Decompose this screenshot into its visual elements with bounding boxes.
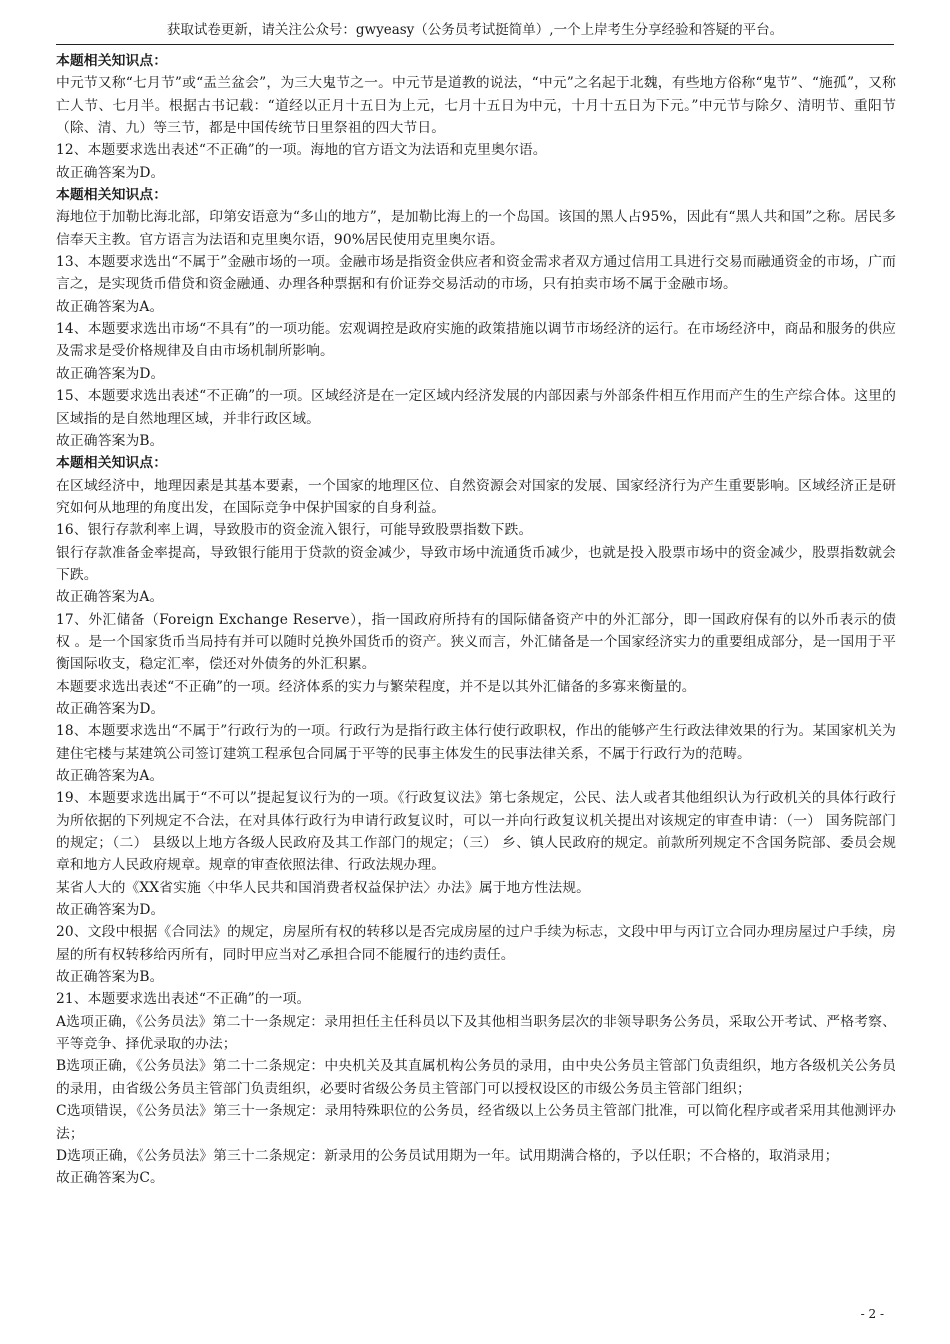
answer-paragraph: 海地位于加勒比海北部，印第安语意为“多山的地方”，是加勒比海上的一个岛国。该国的黑人占95%，因此有“黑人共和国”之称。居民多信奉天主教。官方语言为法语和克里奥尔语，90%居民使用克里奥尔语。 xyxy=(56,209,896,248)
answer-paragraph: 16、银行存款利率上调，导致股市的资金流入银行，可能导致股票指数下跌。 xyxy=(56,522,533,539)
answer-paragraph: 在区域经济中，地理因素是其基本要素，一个国家的地理区位、自然资源会对国家的发展、国家经济行为产生重要影响。区域经济正是研究如何从地理的角度出发，在国际竞争中保护国家的自身利益。 xyxy=(56,477,896,516)
knowledge-point-heading: 本题相关知识点： xyxy=(56,455,168,472)
knowledge-point-heading: 本题相关知识点： xyxy=(56,53,168,69)
answer-paragraph: A选项正确，《公务员法》第二十一条规定：录用担任主任科员以下及其他相当职务层次的非领导职务公务员，采取公开考试、严格考察、平等竞争、择优录取的办法； xyxy=(56,1013,896,1053)
answer-paragraph: 19、本题要求选出属于“不可以”提起复议行为的一项。《行政复议法》第七条规定，公民、法人或者其他组织认为行政机关的具体行政行为所依据的下列规定不合法，在对具体行政行为申请行政复议时，可以一并向行政复议机关提出对该规定的审查申请：（一） 国务院部门的规定；（二） 县级以上地方各级人民政府及其工作部门的规定；（三） 乡、镇人民政府的规定。前款所列规定不含国务院部、委员会规章和地方人民政府规章。规章的审查依照法律、行政法规办理。 xyxy=(56,790,896,874)
answer-paragraph: 某省人大的《XX省实施〈中华人民共和国消费者权益保护法〉办法》属于地方性法规。 xyxy=(56,879,591,896)
answer-paragraph: 17、外汇储备（Foreign Exchange Reserve），指一国政府所持有的国际储备资产中的外汇部分，即一国政府保有的以外币表示的债权 。是一个国家货币当局持有并可以随时兑换外国货币的资产。狭义而言，外汇储备是一个国家经济实力的重要组成部分，是一国用于平衡国际收支，稳定汇率，偿还对外债务的外汇积累。 xyxy=(56,611,896,673)
answer-paragraph: 故正确答案为C。 xyxy=(56,1170,164,1187)
answer-paragraph: 银行存款准备金率提高，导致银行能用于贷款的资金减少，导致市场中流通货币减少，也就是投入股票市场中的资金减少，股票指数就会下跌。 xyxy=(56,544,896,583)
answer-paragraph: 15、本题要求选出表述“不正确”的一项。区域经济是在一定区域内经济发展的内部因素与外部条件相互作用而产生的生产综合体。这里的区域指的是自然地理区域，并非行政区域。 xyxy=(56,388,896,427)
answer-paragraph: 21、本题要求选出表述“不正确”的一项。 xyxy=(56,991,311,1008)
answer-paragraph: 故正确答案为B。 xyxy=(56,432,164,449)
answer-paragraph: 故正确答案为D。 xyxy=(56,902,165,919)
document-body xyxy=(56,50,896,1190)
header-divider xyxy=(56,44,894,45)
answer-paragraph: 故正确答案为A。 xyxy=(56,298,164,315)
answer-paragraph: 故正确答案为A。 xyxy=(56,768,164,784)
answer-paragraph: 20、文段中根据《合同法》的规定，房屋所有权的转移以是否完成房屋的过户手续为标志，文段中甲与丙订立合同办理房屋过户手续，房屋的所有权转移给丙所有，同时甲应当对乙承担合同不能履行的违约责任。 xyxy=(56,924,896,963)
answer-paragraph: 12、本题要求选出表述“不正确”的一项。海地的官方语文为法语和克里奥尔语。 xyxy=(56,142,547,159)
answer-paragraph: C选项错误，《公务员法》第三十一条规定：录用特殊职位的公务员，经省级以上公务员主管部门批准，可以简化程序或者采用其他测评办法； xyxy=(56,1103,896,1142)
answer-paragraph: B选项正确，《公务员法》第二十二条规定：中央机关及其直属机构公务员的录用，由中央公务员主管部门负责组织，地方各级机关公务员的录用，由省级公务员主管部门负责组织，必要时省级公务员主管部门可以授权设区的市级公务员主管部门组织； xyxy=(56,1058,896,1097)
page-number: - 2 - xyxy=(860,1307,884,1321)
answer-paragraph: 故正确答案为D。 xyxy=(56,365,165,382)
answer-paragraph: D选项正确，《公务员法》第三十二条规定：新录用的公务员试用期为一年。试用期满合格的，予以任职；不合格的，取消录用； xyxy=(56,1147,839,1164)
answer-paragraph: 13、本题要求选出“不属于”金融市场的一项。金融市场是指资金供应者和资金需求者双方通过信用工具进行交易而融通资金的市场，广而言之，是实现货币借贷和资金融通、办理各种票据和有价证券交易活动的市场，只有拍卖市场不属于金融市场。 xyxy=(56,254,896,293)
answer-paragraph: 中元节又称“七月节”或“盂兰盆会”，为三大鬼节之一。中元节是道教的说法，“中元”之名起于北魏，有些地方俗称“鬼节”、“施孤”，又称亡人节、七月半。根据古书记载：“道经以正月十五日为上元，七月十五日为中元，十月十五日为下元。”中元节与除夕、清明节、重阳节（除、清、九）等三节，都是中国传统节日里祭祖的四大节日。 xyxy=(56,75,896,137)
answer-paragraph: 故正确答案为D。 xyxy=(56,164,165,181)
page-header xyxy=(56,16,894,44)
knowledge-point-heading: 本题相关知识点： xyxy=(56,187,168,204)
header-text: 获取试卷更新，请关注公众号：gwyeasy（公务员考试挺简单）,一个上岸考生分享经验和答疑的平台。 xyxy=(166,22,784,38)
answer-paragraph: 14、本题要求选出市场“不具有”的一项功能。宏观调控是政府实施的政策措施以调节市场经济的运行。在市场经济中，商品和服务的供应及需求是受价格规律及自由市场机制所影响。 xyxy=(56,321,896,360)
answer-paragraph: 18、本题要求选出“不属于”行政行为的一项。行政行为是指行政主体行使行政职权，作出的能够产生行政法律效果的行为。某国家机关为建住宅楼与某建筑公司签订建筑工程承包合同属于平等的民事主体发生的民事法律关系，不属于行政行为的范畴。 xyxy=(56,723,896,762)
answer-paragraph: 故正确答案为A。 xyxy=(56,589,164,606)
answer-paragraph: 故正确答案为B。 xyxy=(56,969,164,986)
answer-paragraph: 故正确答案为D。 xyxy=(56,700,165,717)
answer-paragraph: 本题要求选出表述“不正确”的一项。经济体系的实力与繁荣程度，并不是以其外汇储备的多寡来衡量的。 xyxy=(56,678,696,695)
